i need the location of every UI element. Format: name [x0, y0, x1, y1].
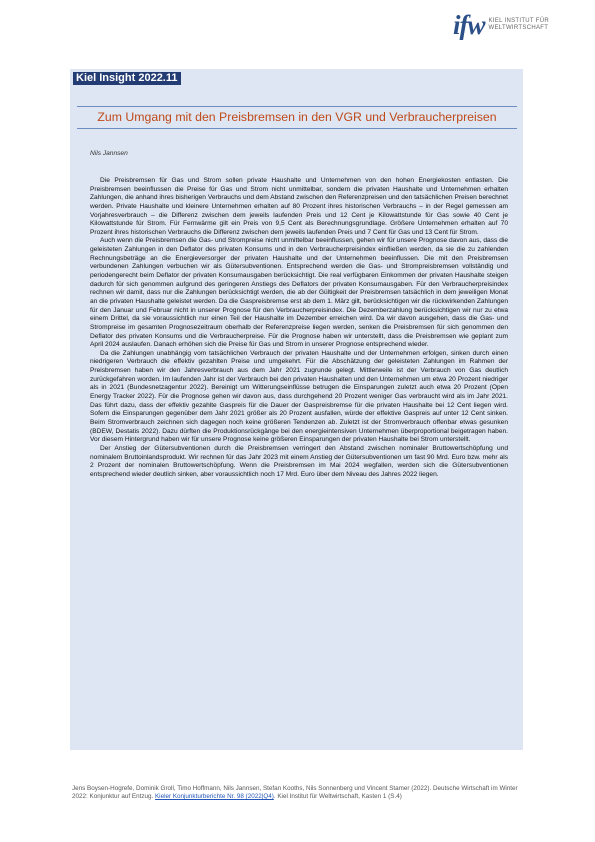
- author-name: Nils Jannsen: [90, 150, 128, 157]
- paragraph: Die Preisbremsen für Gas und Strom sollen private Haushalte und Unternehmen von den hohen Energiekosten entlasten. Die Preisbremsen beeinflussen die Preise für Gas und Strom nicht unmittelbar, sondern die privaten Haushalte und Unternehmen erhalten Zahlungen, die anhand ihres bisherigen Verbrauchs und dem Abstand zwischen den Referenzpreisen und den tatsächlichen Preisen berechnet werden. Private Haushalte und kleinere Unternehmen erhalten auf 80 Prozent ihres historischen Verbrauchs – in der Regel gemessen am Vorjahresverbrauch – die Differenz zwischen dem jeweils laufenden Preis und 12 Cent je Kilowattstunde für Gas sowie 40 Cent je Kilowattstunde für Strom. Für Fernwärme gilt ein Preis von 9,5 Cent als Berechnungsgrundlage. Größere Unternehmen erhalten auf 70 Prozent ihres historischen Verbrauchs die Differenz zwischen dem jeweils laufenden Preis und 7 Cent für Gas und 13 Cent für Strom.: [90, 177, 508, 236]
- citation-link[interactable]: Kieler Konjunkturberichte Nr. 98 (2022|Q4): [154, 793, 274, 801]
- logo-line-1: KIEL INSTITUT FÜR: [488, 17, 549, 24]
- citation-text-end: . Kiel Institut für Weltwirtschaft, Kasten 1 (S.4): [273, 793, 402, 801]
- page-title: Zum Umgang mit den Preisbremsen in den VGR und Verbraucherpreisen: [77, 106, 517, 129]
- ifw-logo: [453, 10, 549, 40]
- logo-line-2: WELTWIRTSCHAFT: [488, 25, 549, 31]
- citation-footer: [72, 785, 524, 801]
- citation-text: Jens Boysen-Hogrefe, Dominik Groll, Timo Hoffmann, Nils Jannsen, Stefan Kooths, Nils Sonnenberg und Vincent Stamer (2022). Deutsche Wirtschaft im Winter 2022: Konjunktur auf Entzug.: [72, 785, 518, 801]
- logo-text: [489, 18, 549, 32]
- paragraph: Der Anstieg der Gütersubventionen durch die Preisbremsen verringert den Abstand zwischen nominaler Bruttowertschöpfung und nominalem Bruttoinlandsprodukt. Wir rechnen für das Jahr 2023 mit einem Anstieg der Gütersubventionen um fast 90 Mrd. Euro bzw. mehr als 2 Prozent der nominalen Bruttowertschöpfung. Wenn die Preisbremsen im Mai 2024 wegfallen, werden sich die Gütersubventionen entsprechend wieder deutlich sinken, aber voraussichtlich noch 17 Mrd. Euro über dem Niveau des Jahres 2022 liegen.: [90, 444, 508, 478]
- logo-mark: ifw: [453, 9, 485, 40]
- paragraph: Auch wenn die Preisbremsen die Gas- und Strompreise nicht unmittelbar beeinflussen, gehen wir für unsere Prognose davon aus, dass die geleisteten Zahlungen in den Deflator des privaten Konsums und in den Verbraucherpreisindex einfließen werden, da sie die zu zahlenden Rechnungsbeträge an die Energieversorger der privaten Haushalte und der Unternehmen beeinflussen. Die mit den Preisbremsen verbundenen Zahlungen verbuchen wir als Gütersubventionen. Entsprechend werden die Gas- und Strompreisbremsen vollständig und periodengerecht beim Deflator der privaten Konsumausgaben berücksichtigt. Die real verfügbaren Einkommen der privaten Haushalte steigen dadurch für sich genommen aufgrund des geringeren Anstiegs des Deflators der privaten Konsumausgaben. Für den Verbraucherpreisindex rechnen wir damit, dass nur die Zahlungen berücksichtigt werden, die ab der Gültigkeit der Preisbremsen tatsächlich in dem jeweiligen Monat an die privaten Haushalte geleistet werden. Da die Gaspreisbremse erst ab dem 1. März gilt, berücksichtigen wir die rückwirkenden Zahlungen für den Januar und Februar nicht in unserer Prognose für den Verbraucherpreisindex. Die Dezemberzahlung berücksichtigen wir nur zu etwa einem Drittel, da sie voraussichtlich nur einen Teil der Haushalte im Dezember erreichen wird. Da wir davon ausgehen, dass die Gas- und Strompreise im gesamten Prognosezeitraum oberhalb der Referenzpreise liegen werden, senken die Preisbremsen für sich genommen den Deflator des privaten Konsums und die Verbraucherpreise. Für die Prognose haben wir unterstellt, dass die Preisbremsen wie geplant zum April 2024 auslaufen. Danach erhöhen sich die Preise für Gas und Strom in unserer Prognose entsprechend wieder.: [90, 237, 508, 349]
- paragraph: Da die Zahlungen unabhängig vom tatsächlichen Verbrauch der privaten Haushalte und der Unternehmen erfolgen, sinken durch einen niedrigeren Verbrauch die effektiv gezahlten Preise und umgekehrt. Für die Abschätzung der geleisteten Zahlungen im Rahmen der Preisbremsen haben wir den Jahresverbrauch aus dem Jahr 2021 zugrunde gelegt. Mittlerweile ist der Verbrauch von Gas deutlich zurückgefahren worden. Im laufenden Jahr ist der Verbrauch bei den privaten Haushalten und den Unternehmen um etwa 20 Prozent niedriger als in 2021 (Bundesnetzagentur 2022). Bereinigt um Witterungseinflüsse betrugen die Einsparungen zuletzt auch etwa 20 Prozent (Open Energy Tracker 2022). Für die Prognose gehen wir davon aus, dass durchgehend 20 Prozent weniger Gas verbraucht wird als im Jahr 2021. Das führt dazu, dass der effektiv gezahlte Gaspreis für die Dauer der Gaspreisbremse für die privaten Haushalte bei 12 Cent liegen wird. Sofern die Einsparungen gegenüber dem Jahr 2021 größer als 20 Prozent ausfallen, würde der effektive Gaspreis auf unter 12 Cent sinken. Beim Stromverbrauch zeichnen sich dagegen noch keine größeren Tendenzen ab. Zuletzt ist der Stromverbrauch offenbar etwas gesunken (BDEW, Destatis 2022). Dazu dürften die Produktionsrückgänge bei den energieintensiven Unternehmen überproportional beigetragen haben. Vor diesem Hintergrund haben wir für unsere Prognose keine größeren Einsparungen der privaten Haushalte bei Strom unterstellt.: [90, 349, 508, 444]
- article-body: [90, 177, 508, 479]
- series-badge: Kiel Insight 2022.11: [73, 72, 181, 85]
